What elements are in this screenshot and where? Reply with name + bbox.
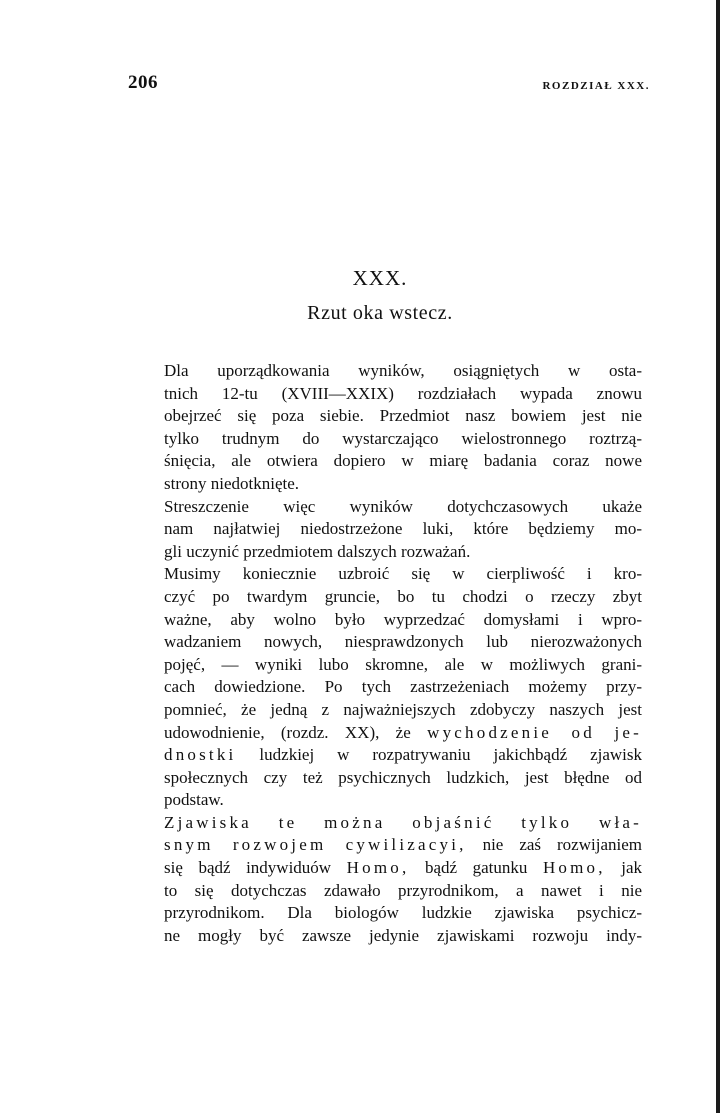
text-line xyxy=(118,744,642,767)
text-line: Musimy koniecznie uzbroić się w cierpliwość i kro- xyxy=(164,564,642,584)
spaced-text: snym rozwojem cywilizacyi, xyxy=(164,835,467,855)
chapter-title: Rzut oka wstecz. xyxy=(307,302,453,324)
paragraph-1 xyxy=(118,360,642,496)
spaced-text: dnostki xyxy=(164,745,237,765)
page-number: 206 xyxy=(128,72,158,93)
text-line: nam najłatwiej niedostrzeżone luki, które będziemy mo- xyxy=(164,519,642,539)
text-line: śnięcia, ale otwiera dopiero w miarę badania coraz nowe xyxy=(164,451,642,471)
paragraph-2 xyxy=(118,496,642,564)
text-line: cach dowiedzione. Po tych zastrzeżeniach możemy przy- xyxy=(164,677,642,697)
text-line: obejrzeć się poza siebie. Przedmiot nasz bowiem jest nie xyxy=(164,406,642,426)
text-line: tylko trudnym do wystarczająco wielostronnego roztrzą- xyxy=(164,428,642,448)
text-line: gli uczynić przedmiotem dalszych rozważań. xyxy=(164,541,471,561)
text-line: pojęć, — wyniki lubo skromne, ale w możliwych grani- xyxy=(164,654,642,674)
body-text xyxy=(118,360,642,947)
text-line: pomnieć, że jedną z najważniejszych zdobyczy naszych jest xyxy=(164,699,642,719)
text-fragment: ludzkiej w rozpatrywaniu jakichbądź zjawisk xyxy=(259,745,642,765)
text-line: Dla uporządkowania wyników, osiągniętych w osta- xyxy=(164,361,642,380)
text-line: ważne, aby wolno było wyprzedzać domysłami i wpro- xyxy=(164,609,642,629)
text-line: podstaw. xyxy=(164,790,224,810)
spaced-text: Homo, xyxy=(346,858,410,878)
text-fragment: nie zaś rozwijaniem xyxy=(482,835,642,855)
text-line: przyrodnikom. Dla biologów ludzkie zjawiska psychicz- xyxy=(164,903,642,923)
paragraph-3 xyxy=(118,563,642,812)
running-head: ROZDZIAŁ XXX. xyxy=(542,80,650,92)
text-line: Zjawiska te można objaśnić tylko wła- xyxy=(164,812,642,832)
spaced-text: wychodzenie od je- xyxy=(427,722,642,742)
text-line: społecznych czy też psychicznych ludzkich, jest błędne od xyxy=(164,767,642,787)
text-fragment: udowodnienie, (rozdz. XX), że xyxy=(164,722,411,742)
page-edge-shadow xyxy=(716,0,720,1113)
text-fragment: bądź gatunku xyxy=(424,858,528,878)
text-line xyxy=(118,834,642,857)
paragraph-4 xyxy=(118,812,642,948)
text-line xyxy=(118,722,642,745)
text-fragment: się bądź indywiduów xyxy=(164,858,332,878)
spaced-text: Homo, xyxy=(542,858,606,878)
text-line: wadzaniem nowych, niesprawdzonych lub nierozważonych xyxy=(164,632,642,652)
text-line: Streszczenie więc wyników dotychczasowych ukaże xyxy=(164,496,642,516)
text-line: to się dotychczas zdawało przyrodnikom, a nawet i nie xyxy=(164,880,642,900)
text-line: ne mogły być zawsze jedynie zjawiskami rozwoju indy- xyxy=(164,925,642,945)
chapter-number: XXX. xyxy=(352,266,408,290)
text-line xyxy=(118,857,642,880)
text-line: czyć po twardym gruncie, bo tu chodzi o rzeczy zbyt xyxy=(164,586,642,606)
text-fragment: jak xyxy=(621,858,643,878)
text-line: strony niedotknięte. xyxy=(164,473,300,493)
text-line: tnich 12-tu (XVIII—XXIX) rozdziałach wypada znowu xyxy=(164,383,642,403)
